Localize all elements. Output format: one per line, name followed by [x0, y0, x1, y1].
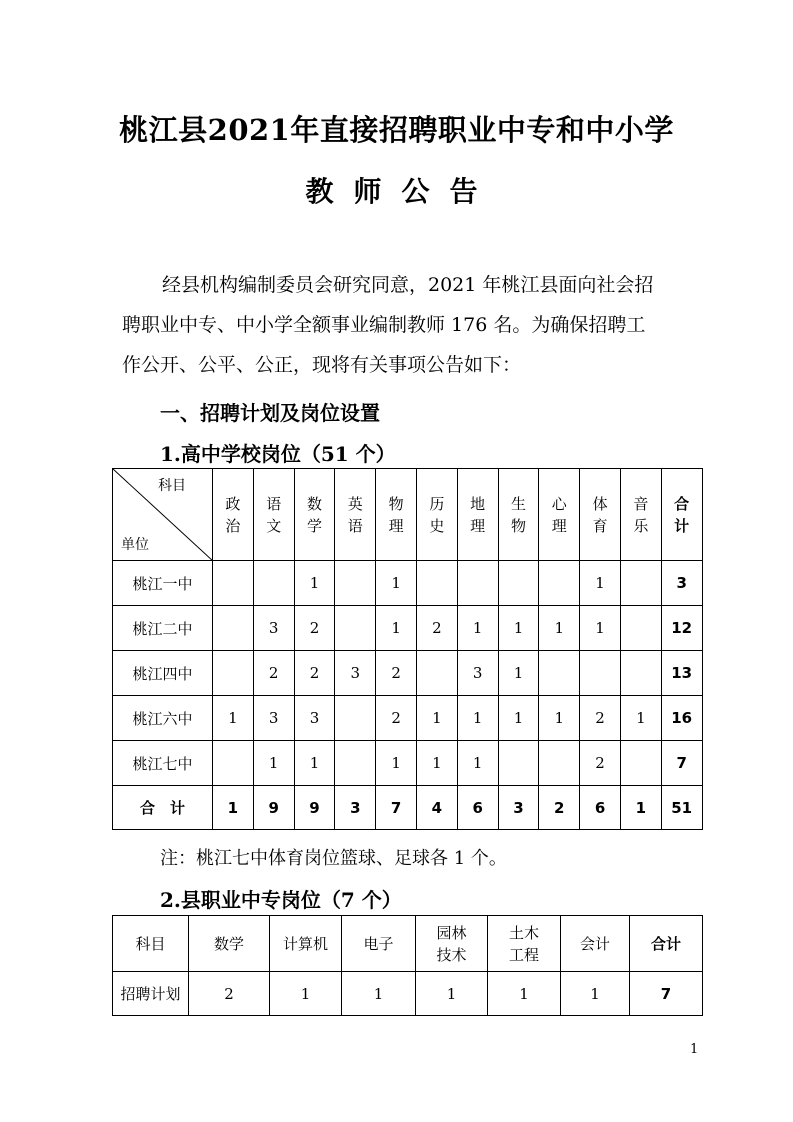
sum-cell: 2	[539, 786, 580, 830]
table-cell: 1	[213, 696, 254, 741]
table-cell: 2	[580, 741, 621, 786]
total-header: 合 计	[661, 469, 702, 561]
total-cell: 7	[630, 972, 703, 1016]
table-row	[113, 606, 703, 651]
subject-header: 地 理	[457, 469, 498, 561]
table-cell: 1	[376, 561, 417, 606]
sum-cell: 3	[498, 786, 539, 830]
row-total-cell: 13	[661, 651, 702, 696]
table-cell: 1	[561, 972, 630, 1016]
sum-cell: 6	[457, 786, 498, 830]
table-cell: 3	[335, 651, 376, 696]
subject-header: 数 学	[294, 469, 335, 561]
table-cell	[498, 561, 539, 606]
table-cell	[620, 606, 661, 651]
table-cell	[498, 741, 539, 786]
intro-line: 经县机构编制委员会研究同意，2021 年桃江县面向社会招	[162, 274, 654, 296]
row-total-cell: 12	[661, 606, 702, 651]
table-cell: 1	[294, 741, 335, 786]
table-cell	[213, 651, 254, 696]
table-row	[113, 741, 703, 786]
row-total-cell: 16	[661, 696, 702, 741]
table-cell: 1	[580, 606, 621, 651]
table-cell: 2	[253, 651, 294, 696]
high-school-positions-table	[112, 468, 703, 830]
row-total-cell: 3	[661, 561, 702, 606]
table-cell: 3	[253, 696, 294, 741]
sum-cell: 3	[335, 786, 376, 830]
table-cell	[213, 561, 254, 606]
unit-name: 桃江一中	[113, 561, 213, 606]
table-row	[113, 972, 703, 1016]
table-cell: 2	[294, 606, 335, 651]
table-cell: 1	[498, 651, 539, 696]
table-cell: 1	[620, 696, 661, 741]
intro-line: 聘职业中专、中小学全额事业编制教师 176 名。为确保招聘工	[122, 314, 646, 336]
table-header-row	[113, 469, 703, 561]
row-total-cell: 7	[661, 741, 702, 786]
table-cell	[539, 651, 580, 696]
subject-header: 园林 技术	[416, 916, 488, 972]
sum-cell: 6	[580, 786, 621, 830]
table-cell	[620, 561, 661, 606]
subject-header: 数学	[189, 916, 270, 972]
intro-line: 作公开、公平、公正，现将有关事项公告如下：	[122, 354, 522, 376]
table-cell	[253, 561, 294, 606]
sum-cell: 9	[294, 786, 335, 830]
table-cell: 1	[416, 972, 488, 1016]
table-cell: 1	[294, 561, 335, 606]
section-heading: 一、招聘计划及岗位设置	[160, 401, 380, 425]
table-cell: 1	[457, 741, 498, 786]
table-cell	[620, 651, 661, 696]
table-cell: 2	[376, 651, 417, 696]
table-cell	[335, 561, 376, 606]
subject-header: 心 理	[539, 469, 580, 561]
table-cell: 3	[253, 606, 294, 651]
table-cell: 3	[294, 696, 335, 741]
table-cell: 2	[580, 696, 621, 741]
sum-cell: 51	[661, 786, 702, 830]
table-cell	[580, 651, 621, 696]
table-cell	[416, 651, 457, 696]
table-cell	[335, 696, 376, 741]
vocational-positions-table	[112, 915, 703, 1016]
subject-header: 电子	[342, 916, 416, 972]
subject-header-label: 科目	[113, 916, 189, 972]
row-label: 招聘计划	[113, 972, 189, 1016]
table-cell: 1	[416, 696, 457, 741]
table-note: 注：桃江七中体育岗位篮球、足球各 1 个。	[160, 848, 507, 869]
table-cell: 1	[539, 696, 580, 741]
subsection-heading-vocational: 2.县职业中专岗位（7 个）	[160, 888, 402, 912]
table-row	[113, 561, 703, 606]
document-subtitle: 教师公告	[305, 175, 498, 208]
total-header: 合计	[630, 916, 703, 972]
table-cell: 2	[416, 606, 457, 651]
table-cell: 1	[498, 696, 539, 741]
sum-cell: 7	[376, 786, 417, 830]
subject-header: 土木 工程	[488, 916, 561, 972]
table-cell	[457, 561, 498, 606]
table-cell: 1	[457, 696, 498, 741]
subject-header: 英 语	[335, 469, 376, 561]
table-cell: 2	[189, 972, 270, 1016]
unit-name: 桃江六中	[113, 696, 213, 741]
table-cell: 1	[253, 741, 294, 786]
table-cell: 1	[342, 972, 416, 1016]
table-row	[113, 651, 703, 696]
table-cell: 1	[416, 741, 457, 786]
table-cell: 1	[580, 561, 621, 606]
table-cell: 1	[376, 606, 417, 651]
unit-name: 桃江四中	[113, 651, 213, 696]
table-cell	[335, 606, 376, 651]
sum-cell: 4	[416, 786, 457, 830]
sum-label: 合 计	[113, 786, 213, 830]
subject-header: 生 物	[498, 469, 539, 561]
page-number: 1	[690, 1042, 699, 1057]
table-cell	[335, 741, 376, 786]
subject-header: 音 乐	[620, 469, 661, 561]
subject-header: 计算机	[270, 916, 342, 972]
sum-cell: 1	[620, 786, 661, 830]
header-subject-label: 科目	[158, 478, 186, 494]
table-row	[113, 696, 703, 741]
unit-name: 桃江七中	[113, 741, 213, 786]
subject-header: 历 史	[416, 469, 457, 561]
subject-header: 物 理	[376, 469, 417, 561]
table-cell	[620, 741, 661, 786]
unit-name: 桃江二中	[113, 606, 213, 651]
table-cell: 3	[457, 651, 498, 696]
sum-cell: 1	[213, 786, 254, 830]
table-cell: 1	[376, 741, 417, 786]
table-cell: 1	[498, 606, 539, 651]
table-header-row	[113, 916, 703, 972]
subject-header: 政 治	[213, 469, 254, 561]
table-cell	[539, 561, 580, 606]
subject-header: 会计	[561, 916, 630, 972]
table-cell	[416, 561, 457, 606]
subject-header: 语 文	[253, 469, 294, 561]
table-cell: 2	[294, 651, 335, 696]
sum-cell: 9	[253, 786, 294, 830]
sum-row	[113, 786, 703, 830]
subject-header: 体 育	[580, 469, 621, 561]
table-cell	[539, 741, 580, 786]
document-title: 桃江县2021年直接招聘职业中专和中小学	[119, 113, 674, 147]
table-cell	[213, 741, 254, 786]
table-cell	[213, 606, 254, 651]
header-unit-label: 单位	[121, 537, 149, 553]
intro-paragraph	[122, 265, 696, 385]
table-cell: 1	[488, 972, 561, 1016]
table-cell: 1	[270, 972, 342, 1016]
table-cell: 1	[539, 606, 580, 651]
subsection-heading-high-school: 1.高中学校岗位（51 个）	[160, 442, 396, 466]
table-cell: 2	[376, 696, 417, 741]
table-cell: 1	[457, 606, 498, 651]
diagonal-header-cell	[113, 469, 213, 561]
